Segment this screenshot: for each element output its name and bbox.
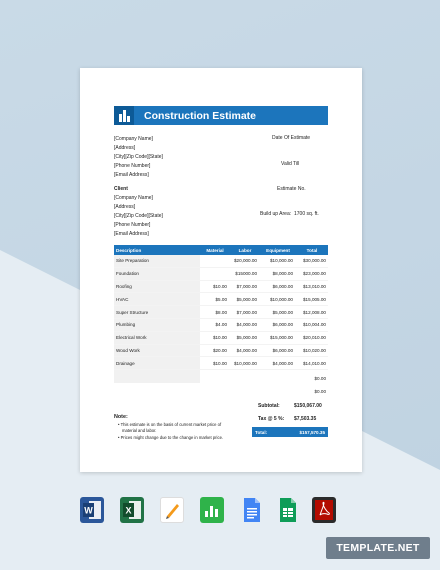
cell-labor: $5,000.00 (236, 296, 257, 302)
client-city: [City][Zip Code][State] (114, 213, 163, 219)
svg-text:X: X (125, 505, 132, 516)
cell-labor: $4,000.00 (236, 322, 257, 328)
document-title: Construction Estimate (144, 109, 257, 122)
cell-equipment: $10,000.00 (270, 296, 293, 302)
client-label: Client (114, 186, 128, 192)
cell-material: $10.00 (212, 283, 227, 289)
cell-labor: $7,000.00 (236, 309, 257, 315)
cell-description: Site Preparation (116, 258, 149, 264)
company-city: [City][Zip Code][State] (114, 154, 163, 160)
cell-total: $12,008.00 (303, 309, 326, 315)
building-logo-icon (114, 106, 134, 125)
company-address: [Address] (114, 145, 136, 151)
cell-description: Roofing (116, 283, 132, 289)
table-row (114, 332, 328, 345)
estimate-no-label: Estimate No. (277, 186, 306, 192)
table-row (114, 306, 328, 319)
header-total: Total (306, 247, 318, 253)
table-row (114, 293, 328, 306)
table-row (114, 345, 328, 358)
cell-total: $23,000.00 (303, 271, 326, 277)
cell-description: Drainage (116, 360, 135, 366)
document-header (114, 106, 328, 125)
header-equipment: Equipment (266, 247, 290, 253)
cell-equipment: $6,000.00 (272, 322, 293, 328)
cell-total: $30,000.00 (303, 258, 326, 264)
cell-equipment: $15,000.00 (270, 335, 293, 341)
app-icon-row (80, 497, 360, 525)
table-row (114, 319, 328, 332)
estimate-table (114, 245, 328, 370)
cell-total: $13,010.00 (303, 283, 326, 289)
cell-material: $4.00 (215, 322, 227, 328)
cell-description: Wood Work (116, 347, 140, 353)
table-row (114, 281, 328, 294)
company-phone: [Phone Number] (114, 163, 151, 169)
svg-text:W: W (84, 505, 93, 516)
cell-description: Foundation (116, 271, 139, 277)
cell-material: $20.00 (212, 347, 227, 353)
document-page (80, 68, 362, 472)
google-sheets-icon[interactable] (276, 497, 300, 523)
note-item-text: Prices might change due to the change in market price. (120, 435, 224, 440)
subtotal-label: Subtotal: (258, 403, 280, 409)
extra-total-1: $0.00 (314, 376, 326, 381)
cell-equipment: $6,000.00 (272, 283, 293, 289)
cell-equipment: $10,000.00 (270, 258, 293, 264)
header-material: Material (206, 247, 224, 253)
cell-material: $10.00 (212, 360, 227, 366)
cell-total: $10,020.00 (303, 347, 326, 353)
numbers-icon[interactable] (200, 497, 224, 523)
pages-icon[interactable] (160, 497, 184, 523)
cell-description: HVAC (116, 296, 129, 302)
cell-labor: $20,000.00 (234, 258, 257, 264)
total-bar (252, 427, 328, 437)
cell-description: Plumbing (116, 322, 136, 328)
subtotal-value: $150,067.00 (294, 403, 322, 409)
cell-labor: $5,000.00 (236, 335, 257, 341)
word-icon[interactable] (80, 497, 104, 523)
cell-material: $10.00 (212, 335, 227, 341)
valid-till-label: Valid Till (281, 161, 300, 167)
cell-material: $5.00 (215, 296, 227, 302)
cell-equipment: $4,000.00 (272, 360, 293, 366)
total-value: $157,570.35 (299, 429, 325, 435)
table-row (114, 268, 328, 281)
company-email: [Email Address] (114, 172, 149, 178)
tax-value: $7,503.35 (294, 416, 317, 422)
date-of-estimate-label: Date Of Estimate (272, 135, 311, 141)
table-row (114, 357, 328, 370)
cell-labor: $4,000.00 (236, 347, 257, 353)
client-company-name: [Company Name] (114, 195, 153, 201)
cell-total: $14,010.00 (303, 360, 326, 366)
build-area-value: 1700 sq. ft. (294, 211, 319, 217)
client-address: [Address] (114, 204, 136, 210)
cell-material: $8.00 (215, 309, 227, 315)
cell-description: Electrical Work (116, 335, 147, 341)
note-item: • This estimate is on the basis of current market price of (118, 422, 222, 427)
note-item-continued: material and labor. (122, 428, 157, 433)
cell-description: Super Structure (116, 309, 149, 315)
cell-equipment: $6,000.00 (272, 347, 293, 353)
extra-total-2: $0.00 (314, 389, 326, 394)
note-item: • Prices might change due to the change in market price. (118, 435, 224, 440)
cell-labor: $10,000.00 (234, 360, 257, 366)
note-label: Note: (114, 414, 128, 420)
cell-total: $15,005.00 (303, 296, 326, 302)
google-docs-icon[interactable] (240, 497, 264, 523)
client-email: [Email Address] (114, 231, 149, 237)
cell-total: $10,004.00 (303, 322, 326, 328)
excel-icon[interactable] (120, 497, 144, 523)
template-net-brand[interactable]: TEMPLATE.NET (326, 537, 430, 559)
table-row (114, 255, 328, 268)
company-name: [Company Name] (114, 136, 153, 142)
cell-equipment: $5,000.00 (272, 309, 293, 315)
table-header (114, 245, 328, 255)
cell-total: $20,010.00 (303, 335, 326, 341)
cell-labor: $15000.00 (235, 271, 257, 277)
total-label: Total: (255, 429, 268, 435)
tax-label: Tax @ 5 %: (258, 416, 285, 422)
header-description: Description (116, 247, 142, 253)
header-labor: Labor (238, 247, 252, 253)
note-item-text: This estimate is on the basis of current market price of (120, 422, 222, 427)
cell-equipment: $8,000.00 (272, 271, 293, 277)
cell-labor: $7,000.00 (236, 283, 257, 289)
build-area-label: Build up Area: (260, 211, 292, 217)
client-phone: [Phone Number] (114, 222, 151, 228)
pdf-icon[interactable] (312, 497, 336, 523)
